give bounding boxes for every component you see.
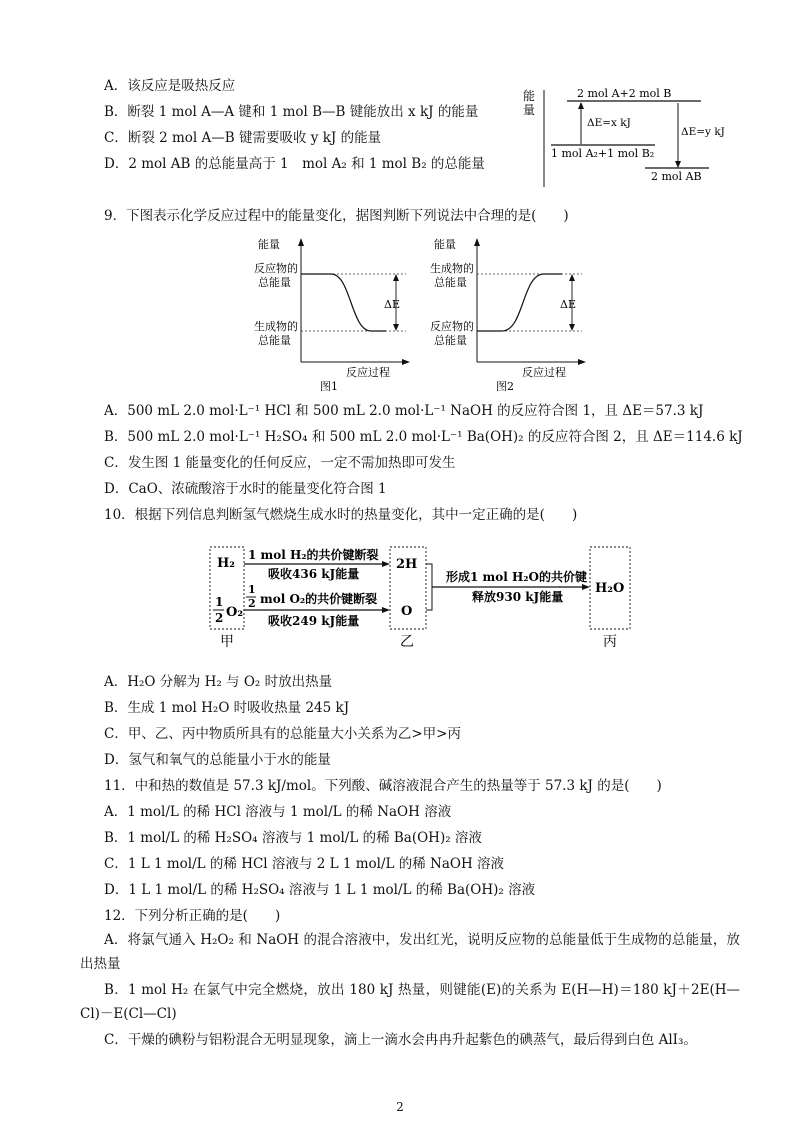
- q10-option-a: A．H₂O 分解为 H₂ 与 O₂ 时放出热量: [104, 674, 333, 690]
- level-mid-label: 1 mol A₂+1 mol B₂: [551, 147, 655, 160]
- fig2-y-label: 能量: [434, 238, 456, 251]
- yi-2h: 2H: [396, 557, 418, 572]
- q11-option-d: D．1 L 1 mol/L 的稀 H₂SO₄ 溶液与 1 L 1 mol/L 的稀 Ba(OH)₂ 溶液: [104, 882, 536, 898]
- q8-option-b: B．断裂 1 mol A—A 键和 1 mol B—B 键能放出 x kJ 的能量: [104, 104, 479, 120]
- q12-option-b: B．1 mol H₂ 在氯气中完全燃烧，放出 180 kJ 热量，则键能(E)的关系为 E(H—H)＝180 kJ＋2E(H—Cl)－E(Cl—Cl): [80, 982, 740, 1022]
- fig1-high-label-1: 反应物的: [254, 262, 298, 275]
- arrow3-top-label: 形成1 mol H₂O的共价键: [446, 570, 588, 584]
- yi-o: O: [401, 604, 413, 619]
- bing-h2o: H₂O: [595, 581, 625, 596]
- jia-frac-den: 2: [215, 611, 224, 625]
- fig1-low-label-1: 生成物的: [254, 320, 298, 333]
- q9-option-d: D．CaO、浓硫酸溶于水时的能量变化符合图 1: [104, 481, 387, 497]
- fig1-delta-e-label: ΔE: [384, 298, 400, 311]
- energy-axis-label: 能: [523, 89, 536, 103]
- jia-frac-num: 1: [215, 595, 224, 609]
- q11-option-a: A．1 mol/L 的稀 HCl 溶液与 1 mol/L 的稀 NaOH 溶液: [104, 804, 452, 820]
- q11-stem: 11．中和热的数值是 57.3 kJ/mol。下列酸、碱溶液混合产生的热量等于 57.3 kJ 的是( ): [104, 778, 662, 794]
- q12-stem: 12．下列分析正确的是( ): [104, 908, 281, 924]
- bing-label: 丙: [603, 634, 617, 650]
- q10-option-d: D．氢气和氧气的总能量小于水的能量: [104, 752, 331, 768]
- yi-label: 乙: [400, 634, 414, 650]
- q8-option-a: A．该反应是吸热反应: [104, 78, 236, 94]
- level-top-label: 2 mol A+2 mol B: [577, 87, 672, 100]
- delta-e-y-label: ΔE=y kJ: [681, 126, 725, 138]
- energy-axis-label-2: 量: [523, 103, 536, 117]
- fig1-low-label-2: 总能量: [258, 334, 291, 347]
- q11-option-b: B．1 mol/L 的稀 H₂SO₄ 溶液与 1 mol/L 的稀 Ba(OH)₂ 溶液: [104, 830, 482, 846]
- fig2-high-label-2: 总能量: [434, 276, 467, 289]
- fig1-y-label: 能量: [258, 238, 280, 251]
- fig2-delta-e-label: ΔE: [560, 298, 576, 311]
- arrow1-bottom-label: 吸收436 kJ能量: [268, 567, 360, 581]
- fig1-x-label: 反应过程: [346, 366, 390, 379]
- arrow2-top-label: mol O₂的共价键断裂: [260, 592, 378, 606]
- fig2-low-label-1: 反应物的: [430, 320, 474, 333]
- q10-bond-energy-diagram: [200, 540, 640, 652]
- fig2-high-label-1: 生成物的: [430, 262, 474, 275]
- q8-energy-diagram: [515, 82, 725, 192]
- fig2-low-label-2: 总能量: [434, 334, 467, 347]
- q10-option-c: C．甲、乙、丙中物质所具有的总能量大小关系为乙>甲>丙: [104, 726, 461, 742]
- q8-option-c: C．断裂 2 mol A—B 键需要吸收 y kJ 的能量: [104, 130, 382, 146]
- q9-figure-1: [236, 234, 416, 392]
- jia-label: 甲: [220, 634, 234, 650]
- arrow2-frac-den: 2: [248, 597, 256, 610]
- q9-figure-2: [412, 234, 592, 392]
- q9-option-a: A．500 mL 2.0 mol·L⁻¹ HCl 和 500 mL 2.0 mol·L⁻¹ NaOH 的反应符合图 1，且 ΔE＝57.3 kJ: [104, 403, 704, 419]
- q10-stem: 10．根据下列信息判断氢气燃烧生成水时的热量变化，其中一定正确的是( ): [104, 507, 578, 523]
- page-number: 2: [396, 1100, 404, 1114]
- arrow3-bottom-label: 释放930 kJ能量: [472, 590, 564, 604]
- fig2-caption: 图2: [496, 380, 514, 392]
- fig2-x-label: 反应过程: [522, 366, 566, 379]
- q10-option-b: B．生成 1 mol H₂O 时吸收热量 245 kJ: [104, 700, 350, 716]
- level-bottom-label: 2 mol AB: [651, 170, 702, 183]
- fig1-high-label-2: 总能量: [258, 276, 291, 289]
- fig1-caption: 图1: [320, 380, 338, 392]
- q9-option-b: B．500 mL 2.0 mol·L⁻¹ H₂SO₄ 和 500 mL 2.0 mol·L⁻¹ Ba(OH)₂ 的反应符合图 2，且 ΔE＝114.6 kJ: [104, 429, 743, 445]
- arrow2-frac-num: 1: [248, 583, 256, 596]
- jia-h2: H₂: [217, 556, 235, 571]
- arrow1-top-label: 1 mol H₂的共价键断裂: [248, 548, 379, 562]
- arrow2-bottom-label: 吸收249 kJ能量: [268, 614, 360, 628]
- q8-option-d: D．2 mol AB 的总能量高于 1 mol A₂ 和 1 mol B₂ 的总能量: [104, 156, 485, 172]
- q12-option-c: C．干燥的碘粉与铝粉混合无明显现象，滴上一滴水会冉冉升起紫色的碘蒸气，最后得到白色 AlI₃。: [104, 1032, 697, 1048]
- q12-option-a: A．将氯气通入 H₂O₂ 和 NaOH 的混合溶液中，发出红光，说明反应物的总能量低于生成物的总能量，放出热量: [80, 932, 740, 972]
- q9-option-c: C．发生图 1 能量变化的任何反应，一定不需加热即可发生: [104, 455, 456, 471]
- jia-o2: O₂: [226, 605, 244, 620]
- q11-option-c: C．1 L 1 mol/L 的稀 HCl 溶液与 2 L 1 mol/L 的稀 NaOH 溶液: [104, 856, 505, 872]
- delta-e-x-label: ΔE=x kJ: [587, 117, 631, 129]
- q9-stem: 9．下图表示化学反应过程中的能量变化，据图判断下列说法中合理的是( ): [104, 208, 569, 224]
